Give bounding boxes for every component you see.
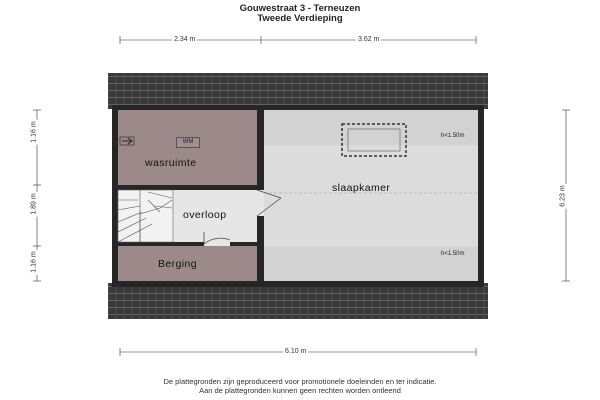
- bedroom-label: slaapkamer: [332, 182, 391, 194]
- bedroom-door-opening: [257, 190, 264, 216]
- dimension-top-right: 3.62 m: [358, 36, 380, 43]
- plan-floor-title: Tweede Verdieping: [257, 13, 343, 24]
- bedroom-low-zone-top: [264, 110, 478, 145]
- storage-label: Berging: [158, 258, 197, 270]
- dimension-left-middle: 1.89 m: [30, 193, 38, 215]
- dimension-top-left: 2.34 m: [174, 36, 196, 43]
- storage-door-opening: [204, 242, 230, 246]
- roof-tiles-top: [108, 73, 488, 109]
- ceiling-height-note-top: h<1.50m: [441, 133, 465, 139]
- staircase: [118, 190, 173, 242]
- landing-label: overloop: [183, 209, 227, 221]
- dimension-left-top: 1.16 m: [30, 121, 38, 143]
- disclaimer-line-2: Aan de plattegronden kunnen geen rechten worden ontleend: [199, 386, 401, 395]
- washing-machine-label: WM: [176, 137, 200, 148]
- dimension-left-bottom: 1.16 m: [30, 251, 38, 273]
- dimension-bottom: 6.10 m: [285, 348, 307, 355]
- ceiling-height-note-bottom: h<1.50m: [441, 251, 465, 257]
- laundry-room-label: wasruimte: [145, 157, 197, 169]
- roof-tiles-bottom: [108, 283, 488, 319]
- dimension-right: 6.23 m: [559, 185, 567, 207]
- disclaimer-line-1: De plattegronden zijn geproduceerd voor promotionele doeleinden en ter indicatie.: [163, 377, 437, 386]
- plan-address-title: Gouwestraat 3 - Terneuzen: [239, 3, 361, 14]
